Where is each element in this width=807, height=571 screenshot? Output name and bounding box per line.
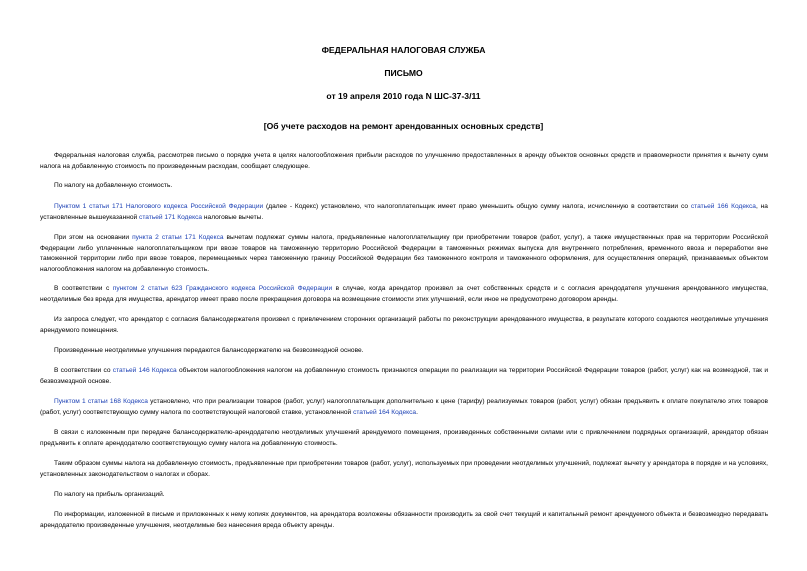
link-civil-code-623-2[interactable]: пунктом 2 статьи 623 Гражданского кодекса Российской Федерации — [112, 285, 333, 292]
document-type: ПИСЬМО — [384, 68, 423, 78]
paragraph-6: Из запроса следует, что арендатор с согласия балансодержателя произвел с привлечением сторонних организаций работы по реконструкции арендованного имущества, в результате которого создаются неотделимые улучшения арендуемого помещения. — [40, 316, 768, 334]
paragraph-11: Таким образом суммы налога на добавленную стоимость, предъявленные при приобретении товаров (работ, услуг), используемых при проведении неотделимых улучшений, подлежат вычету у арендатора в порядке и на условиях, установленных законодательством о налогах и сборах. — [40, 460, 768, 478]
link-article-146[interactable]: статьей 146 Кодекса — [112, 367, 177, 374]
link-article-164[interactable]: статьей 164 Кодекса — [353, 408, 417, 416]
link-article-171[interactable]: статьей 171 Кодекса — [139, 213, 203, 221]
paragraph-1: Федеральная налоговая служба, рассмотрев письмо о порядке учета в целях налогообложения прибыли расходов по улучшению предоставленных в аренду объектов основных средств и правомерности принятия к вычету сумм налога на добавленную стоимость по произведенным расходам, сообщает следующее. — [40, 152, 768, 170]
link-article-166[interactable]: статьей 166 Кодекса — [690, 203, 756, 210]
paragraph-7: Произведенные неотделимые улучшения передаются балансодержателю на безвозмездной основе. — [54, 347, 364, 354]
document-subject: [Об учете расходов на ремонт арендованных основных средств] — [263, 121, 544, 131]
link-article-168-1[interactable]: Пунктом 1 статьи 168 Кодекса — [54, 398, 148, 405]
link-tax-code-171-1[interactable]: Пунктом 1 статьи 171 Налогового кодекса Российской Федерации — [54, 203, 264, 210]
paragraph-3: Пунктом 1 статьи 171 Налогового кодекса Российской Федерации (далее - Кодекс) установлено, что налогоплательщик имеет право уменьшить общую сумму налога, исчисленную в соответствии со статьей 166 Кодекса, на установленные вышеуказанной статьей 171 Кодекса налоговые вычеты. — [40, 203, 768, 221]
document-date-number: от 19 апреля 2010 года N ШС-37-3/11 — [326, 91, 481, 101]
paragraph-13: По информации, изложенной в письме и приложенных к нему копиях документов, на арендатора возложены обязанности производить за свой счет текущий и капитальный ремонт арендуемого объекта и безвозмездно передавать арендодателю произведенные улучшения, неотделимые без нанесения вреда объекту аренды. — [40, 511, 768, 529]
link-article-171-2[interactable]: пункта 2 статьи 171 Кодекса — [132, 234, 224, 241]
paragraph-4: При этом на основании пункта 2 статьи 171 Кодекса вычетам подлежат суммы налога, предъявленные налогоплательщику при приобретении товаров (работ, услуг), а также имущественных прав на территории Российской Федерации либо уплаченные налогоплательщиком при ввозе товаров на таможенную территорию Российской Федерации в таможенных режимах выпуска для внутреннего потребления, временного ввоза и переработки вне таможенной территории либо при ввозе товаров, перемещаемых через таможенную границу Российской Федерации без таможенного контроля и таможенного оформления, для осуществления операций, признаваемых объектом налогообложения налогом на добавленную стоимость. — [40, 234, 769, 273]
paragraph-5: В соответствии с пунктом 2 статьи 623 Гражданского кодекса Российской Федерации в случае, когда арендатор произвел за счет собственных средств и с согласия арендодателя улучшения арендованного имущества, неотделимые без вреда для имущества, арендатор имеет право после прекращения договора на возмещение стоимости этих улучшений, если иное не предусмотрено договором аренды. — [40, 285, 768, 303]
paragraph-9: Пунктом 1 статьи 168 Кодекса установлено, что при реализации товаров (работ, услуг) налогоплательщик дополнительно к цене (тарифу) реализуемых товаров (работ, услуг) обязан предъявить к оплате покупателю этих товаров (работ, услуг) соответствующую сумму налога по соответствующей налоговой ставке, установленной статьей 164 Кодекса. — [40, 398, 769, 416]
paragraph-10: В связи с изложенным при передаче балансодержателю-арендодателю неотделимых улучшений арендуемого помещения, произведенных собственными силами или с привлечением подрядных организаций, арендатор обязан предъявить к оплате арендодателю соответствующую сумму налога на добавленную стоимость. — [40, 429, 768, 447]
paragraph-profit-tax-heading: По налогу на прибыль организаций. — [54, 491, 165, 498]
issuer-title: ФЕДЕРАЛЬНАЯ НАЛОГОВАЯ СЛУЖБА — [321, 45, 486, 55]
paragraph-8: В соответствии со статьей 146 Кодекса объектом налогообложения налогом на добавленную стоимость признаются операции по реализации на территории Российской Федерации товаров (работ, услуг) как на возмездной, так и безвозмездной основе. — [40, 367, 769, 385]
paragraph-vat-heading: По налогу на добавленную стоимость. — [54, 182, 173, 189]
